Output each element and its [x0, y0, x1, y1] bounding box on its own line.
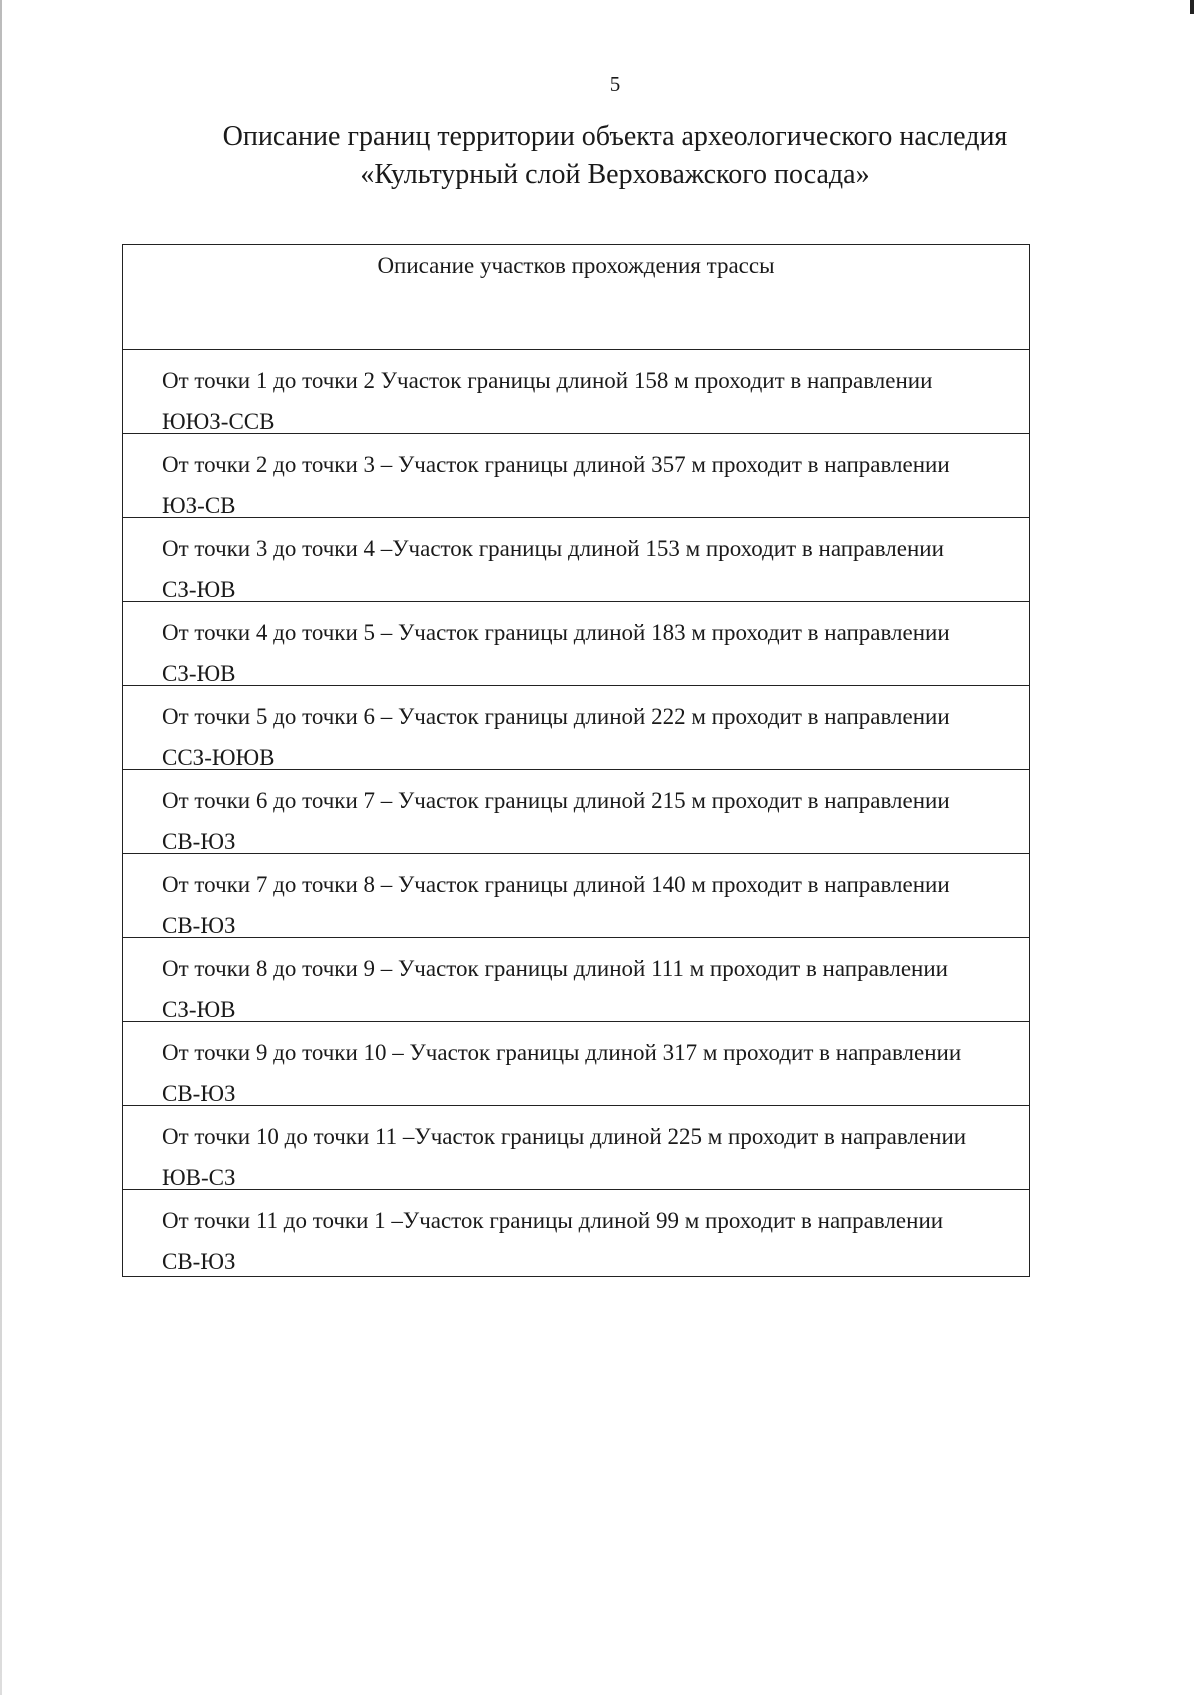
row-description: От точки 8 до точки 9 – Участок границы длиной 111 м проходит в направлении	[162, 956, 948, 981]
row-direction: СВ-ЮЗ	[162, 1081, 236, 1106]
scan-edge	[0, 0, 2, 1695]
scan-mark	[1190, 0, 1194, 14]
row-direction: СВ-ЮЗ	[162, 913, 236, 938]
table-row	[123, 938, 1029, 1022]
row-direction: СЗ-ЮВ	[162, 577, 236, 602]
row-direction: ЮВ-СЗ	[162, 1165, 236, 1190]
row-direction: СЗ-ЮВ	[162, 661, 236, 686]
page-number: 5	[609, 72, 621, 96]
row-description: От точки 10 до точки 11 –Участок границы длиной 225 м проходит в направлении	[162, 1124, 967, 1149]
row-direction: ЮЮЗ-ССВ	[162, 409, 275, 434]
table-body	[123, 350, 1029, 1276]
table-row	[123, 1106, 1029, 1190]
title-line-1: Описание границ территории объекта археологического наследия	[222, 121, 1008, 152]
table-row	[123, 434, 1029, 518]
row-description: От точки 6 до точки 7 – Участок границы длиной 215 м проходит в направлении	[162, 788, 950, 813]
title-line-2: «Культурный слой Верховажского посада»	[360, 159, 870, 190]
row-description: От точки 11 до точки 1 –Участок границы длиной 99 м проходит в направлении	[162, 1208, 944, 1233]
route-table	[122, 244, 1030, 1277]
table-row	[123, 350, 1029, 434]
document-title	[0, 118, 1200, 194]
row-direction: СВ-ЮЗ	[162, 1249, 236, 1274]
row-direction: СВ-ЮЗ	[162, 829, 236, 854]
table-row	[123, 518, 1029, 602]
row-description: От точки 2 до точки 3 – Участок границы длиной 357 м проходит в направлении	[162, 452, 950, 477]
row-description: От точки 5 до точки 6 – Участок границы длиной 222 м проходит в направлении	[162, 704, 950, 729]
row-description: От точки 3 до точки 4 –Участок границы длиной 153 м проходит в направлении	[162, 536, 944, 561]
table-row	[123, 686, 1029, 770]
table-row	[123, 770, 1029, 854]
table-row	[123, 1190, 1029, 1276]
row-description: От точки 1 до точки 2 Участок границы длиной 158 м проходит в направлении	[162, 368, 933, 393]
row-direction: СЗ-ЮВ	[162, 997, 236, 1022]
table-row	[123, 854, 1029, 938]
row-description: От точки 7 до точки 8 – Участок границы длиной 140 м проходит в направлении	[162, 872, 950, 897]
table-header: Описание участков прохождения трассы	[123, 245, 1029, 350]
table-row	[123, 1022, 1029, 1106]
row-description: От точки 9 до точки 10 – Участок границы длиной 317 м проходит в направлении	[162, 1040, 962, 1065]
table-row	[123, 602, 1029, 686]
row-direction: ЮЗ-СВ	[162, 493, 236, 518]
row-direction: ССЗ-ЮЮВ	[162, 745, 275, 770]
row-description: От точки 4 до точки 5 – Участок границы длиной 183 м проходит в направлении	[162, 620, 950, 645]
